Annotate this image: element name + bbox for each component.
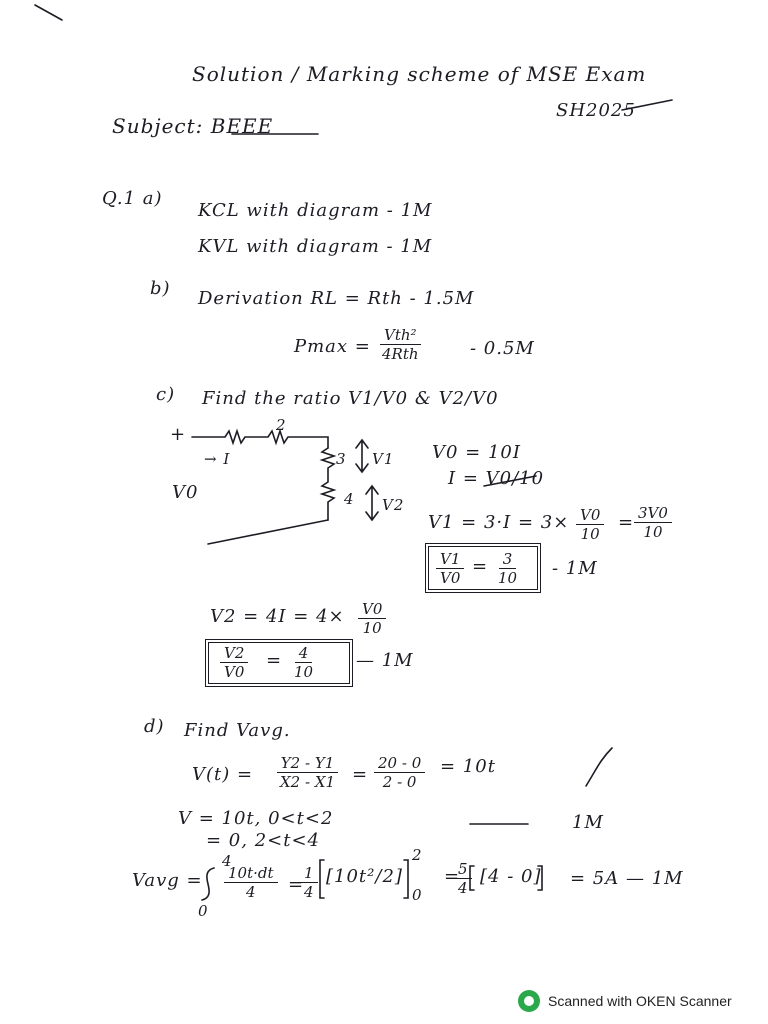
- vt-frac2-den: 2 - 0: [382, 773, 417, 791]
- scanner-logo-icon: [518, 990, 540, 1012]
- vavg-final: = 5A — 1M: [570, 868, 684, 889]
- eq-v1-frac-den: 10: [580, 525, 600, 543]
- ratio1-marks: - 1M: [552, 558, 598, 579]
- ratio2-marks: — 1M: [356, 650, 414, 671]
- vt-frac2-num: 20 - 0: [374, 754, 425, 773]
- eq-v1-res-den: 10: [643, 523, 663, 541]
- pmax-numerator: Vth²: [380, 326, 421, 345]
- integral-lower: 0: [198, 902, 209, 920]
- q1d-task: Find Vavg.: [184, 720, 291, 741]
- scanner-text: Scanned with OKEN Scanner: [548, 993, 732, 1009]
- eq-v1-equals: =: [618, 512, 635, 533]
- page-title: Solution / Marking scheme of MSE Exam: [192, 62, 647, 86]
- circuit-source: V0: [172, 482, 199, 503]
- pmax-denominator: 4Rth: [382, 345, 419, 363]
- step1-equals: =: [288, 874, 305, 895]
- step2-coef-den: 4: [304, 883, 314, 901]
- session-label: SH2025: [556, 100, 636, 121]
- step2-lower: 0: [412, 886, 423, 904]
- q1c-label: c): [156, 384, 176, 405]
- eq-v2-fraction: [358, 600, 386, 637]
- vt-label: V(t) =: [192, 764, 254, 785]
- ratio2-res-num: 4: [295, 644, 313, 663]
- integral-upper: 4: [222, 852, 233, 870]
- ratio1-num: V1: [436, 550, 464, 569]
- q1d-label: d): [144, 716, 165, 737]
- circuit-v1: V1: [372, 450, 395, 468]
- q1b-derivation-line: Derivation RL = Rth - 1.5M: [198, 288, 475, 309]
- integrand-num: 10t·dt: [224, 864, 278, 883]
- ratio1-lhs: [436, 550, 464, 587]
- q1a-kvl-line: KVL with diagram - 1M: [198, 236, 433, 257]
- step3-coef-num: 5: [454, 860, 472, 879]
- integrand-fraction: [224, 864, 278, 901]
- circuit-v2: V2: [382, 496, 405, 514]
- q1a-kcl-line: KCL with diagram - 1M: [198, 200, 433, 221]
- step2-upper: 2: [412, 846, 423, 864]
- step2-equals: =: [444, 866, 461, 887]
- subject-label: Subject: BEEE: [112, 114, 274, 138]
- scanner-watermark: [518, 990, 732, 1012]
- vt-fraction-2: [374, 754, 425, 791]
- step3-coefficient: [454, 860, 472, 897]
- vt-frac1-den: X2 - X1: [280, 773, 336, 791]
- eq-v2-frac-num: V0: [358, 600, 386, 619]
- circuit-r-top: 2: [276, 416, 287, 434]
- eq-v1-fraction: [576, 506, 604, 543]
- ratio2-rhs: [290, 644, 317, 681]
- vt-result: = 10t: [440, 756, 496, 777]
- ratio2-equals: =: [266, 650, 283, 671]
- eq-v1-result: [634, 504, 672, 541]
- pmax-fraction: [378, 326, 423, 363]
- ratio1-equals: =: [472, 556, 489, 577]
- eq-v1-res-num: 3V0: [634, 504, 672, 523]
- circuit-plus: +: [170, 424, 187, 445]
- integrand-den: 4: [245, 883, 256, 901]
- q1a-label: Q.1 a): [102, 188, 163, 209]
- q1b-label: b): [150, 278, 171, 299]
- pmax-label: Pmax =: [294, 336, 371, 357]
- circuit-r2: 4: [344, 490, 355, 508]
- step2-bracket: [10t²/2]: [326, 866, 403, 887]
- ratio2-den: V0: [224, 663, 245, 681]
- ratio1-res-den: 10: [498, 569, 518, 587]
- vt-frac1-num: Y2 - Y1: [277, 754, 339, 773]
- eq-v2-frac-den: 10: [362, 619, 382, 637]
- ratio1-res-num: 3: [499, 550, 517, 569]
- piecewise-line-2: = 0, 2<t<4: [206, 830, 321, 851]
- vt-equals: =: [352, 764, 369, 785]
- ratio1-den: V0: [440, 569, 461, 587]
- q1c-task: Find the ratio V1/V0 & V2/V0: [202, 388, 499, 409]
- ratio1-rhs: [494, 550, 521, 587]
- eq-v1-frac-num: V0: [576, 506, 604, 525]
- vt-fraction-1: [276, 754, 339, 791]
- circuit-r1: 3: [336, 450, 347, 468]
- eq-i: I = V0/10: [448, 468, 545, 489]
- eq-v2: V2 = 4I = 4×: [210, 606, 345, 627]
- step3-coef-den: 4: [458, 879, 468, 897]
- pmax-marks: - 0.5M: [470, 338, 535, 359]
- vavg-label: Vavg =: [132, 870, 203, 891]
- eq-v1: V1 = 3·I = 3×: [428, 512, 570, 533]
- ratio2-lhs: [220, 644, 248, 681]
- ratio2-res-den: 10: [294, 663, 314, 681]
- eq-v0: V0 = 10I: [432, 442, 521, 463]
- circuit-current: → I: [204, 450, 231, 468]
- piecewise-marks: 1M: [572, 812, 604, 833]
- ratio2-num: V2: [220, 644, 248, 663]
- step2-coef-num: 1: [300, 864, 318, 883]
- step2-coefficient: [300, 864, 318, 901]
- piecewise-line-1: V = 10t, 0<t<2: [178, 808, 334, 829]
- step3-bracket: [4 - 0]: [480, 866, 542, 887]
